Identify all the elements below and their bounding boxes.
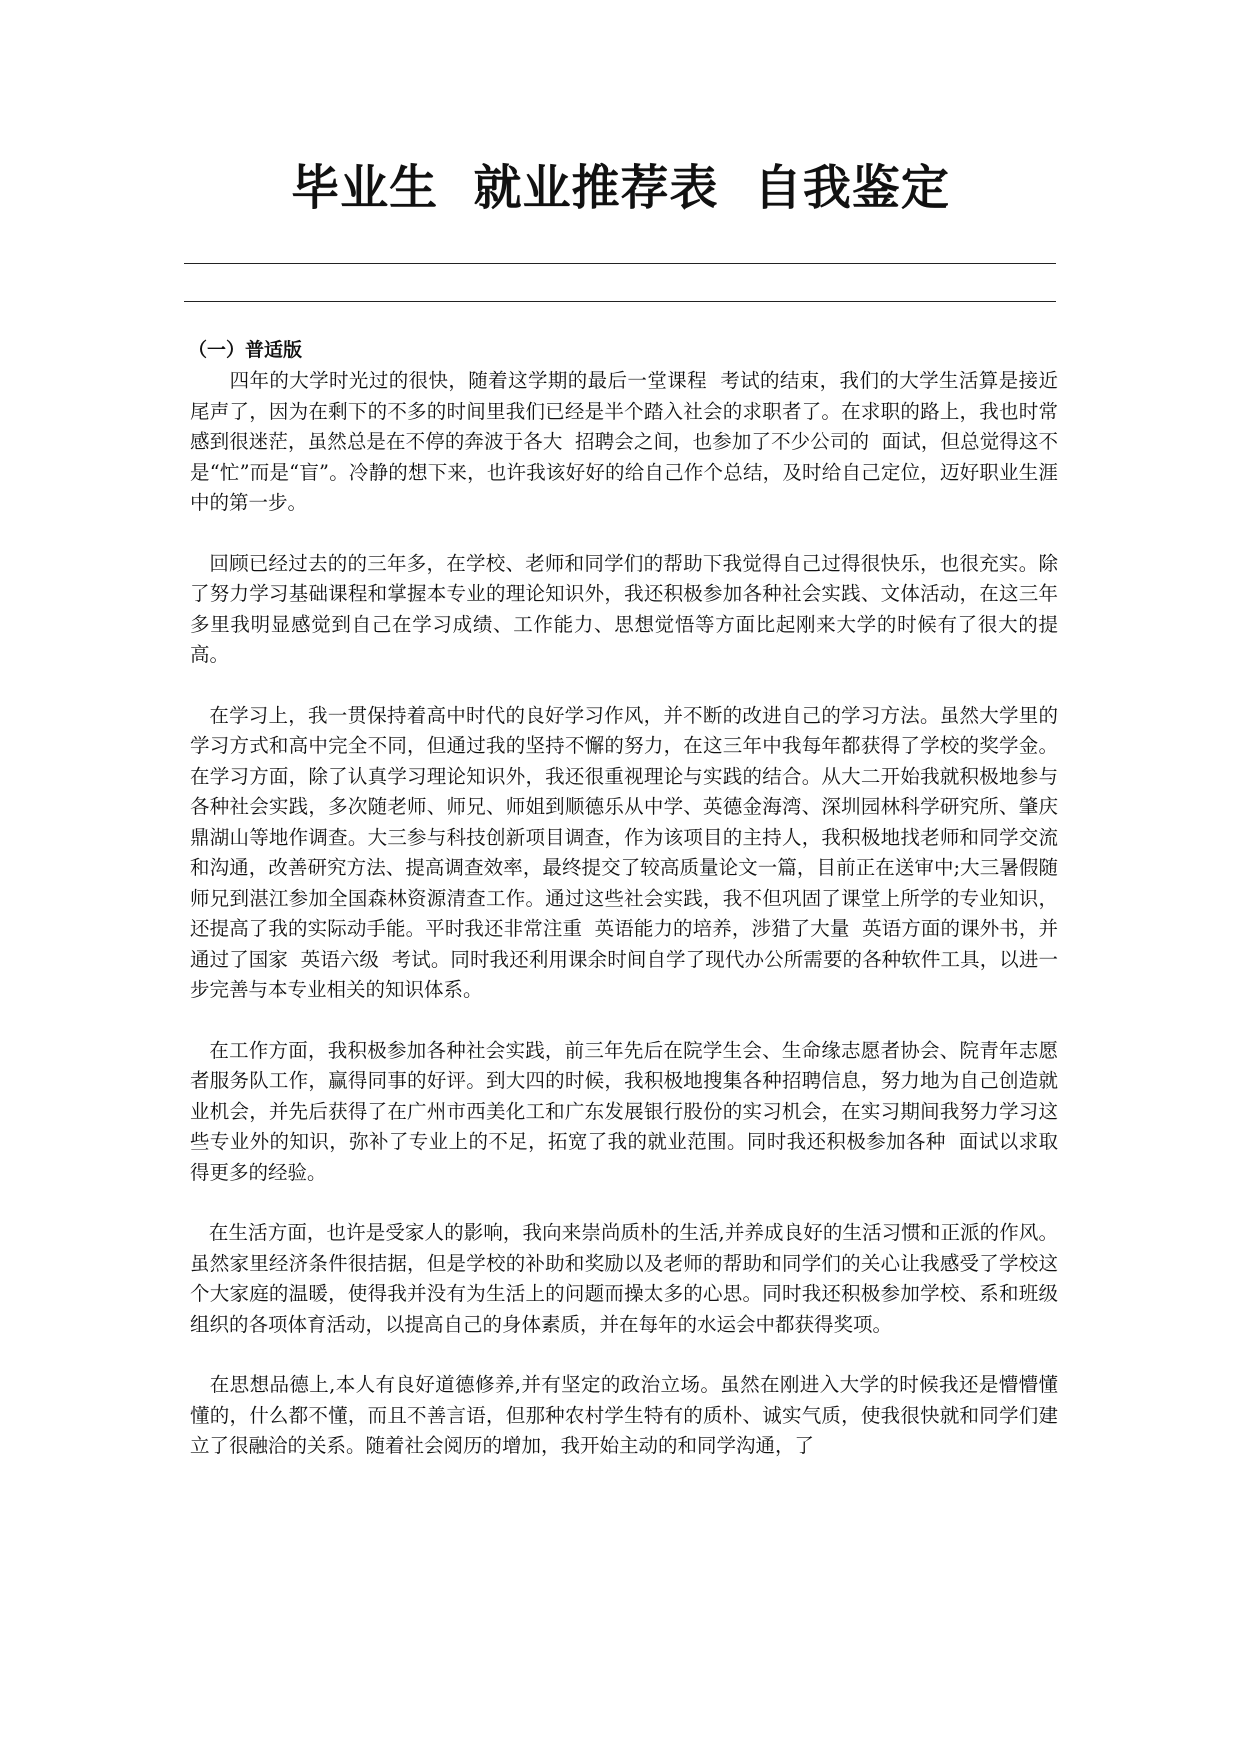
document-title: 毕业生 就业推荐表 自我鉴定 bbox=[291, 160, 950, 216]
header-rule-top bbox=[184, 263, 1056, 264]
header-rule-bottom bbox=[184, 301, 1056, 302]
paragraph-intro: 四年的大学时光过的很快，随着这学期的最后一堂课程 考试的结束，我们的大学生活算是接近尾声了，因为在剩下的不多的时间里我们已经是半个踏入社会的求职者了。在求职的路上，我也时常感到很迷茫，虽然总是在不停的奔波于各大 招聘会之间，也参加了不少公司的 面试，但总觉得这不是“忙”而是“盲”。冷静的想下来，也许我该好好的给自己作个总结，及时给自己定位，迈好职业生涯中的第一步。 bbox=[190, 369, 1058, 514]
paragraph-life: 在生活方面，也许是受家人的影响，我向来崇尚质朴的生活,并养成良好的生活习惯和正派的作风。虽然家里经济条件很拮据，但是学校的补助和奖励以及老师的帮助和同学们的关心让我感受了学校这个大家庭的温暖，使得我并没有为生活上的问题而操太多的心思。同时我还积极参加学校、系和班级组织的各项体育活动，以提高自己的身体素质，并在每年的水运会中都获得奖项。 bbox=[190, 1221, 1058, 1336]
paragraph-study: 在学习上，我一贯保持着高中时代的良好学习作风，并不断的改进自己的学习方法。虽然大学里的学习方式和高中完全不同，但通过我的坚持不懈的努力，在这三年中我每年都获得了学校的奖学金。在学习方面，除了认真学习理论知识外，我还很重视理论与实践的结合。从大二开始我就积极地参与各种社会实践，多次随老师、师兄、师姐到顺德乐从中学、英德金海湾、深圳园林科学研究所、肇庆鼎湖山等地作调查。大三参与科技创新项目调查，作为该项目的主持人，我积极地找老师和同学交流和沟通，改善研究方法、提高调查效率，最终提交了较高质量论文一篇，目前正在送审中;大三暑假随师兄到湛江参加全国森林资源清查工作。通过这些社会实践，我不但巩固了课堂上所学的专业知识，还提高了我的实际动手能。平时我还非常注重 英语能力的培养，涉猎了大量 英语方面的课外书，并通过了国家 英语六级 考试。同时我还利用课余时间自学了现代办公所需要的各种软件工具，以进一步完善与本专业相关的知识体系。 bbox=[190, 703, 1058, 1001]
paragraph-work: 在工作方面，我积极参加各种社会实践，前三年先后在院学生会、生命缘志愿者协会、院青年志愿者服务队工作，赢得同事的好评。到大四的时候，我积极地搜集各种招聘信息，努力地为自己创造就业机会，并先后获得了在广州市西美化工和广东发展银行股份的实习机会，在实习期间我努力学习这些专业外的知识，弥补了专业上的不足，拓宽了我的就业范围。同时我还积极参加各种 面试以求取得更多的经验。 bbox=[190, 1038, 1058, 1184]
document-body bbox=[190, 336, 1058, 1492]
paragraph-morality: 在思想品德上,本人有良好道德修养,并有坚定的政治立场。虽然在刚进入大学的时候我还是懵懵懂懂的，什么都不懂，而且不善言语，但那种农村学生特有的质朴、诚实气质，使我很快就和同学们建立了很融洽的关系。随着社会阅历的增加，我开始主动的和同学沟通，了 bbox=[190, 1373, 1058, 1457]
section-heading: （一）普适版 bbox=[188, 339, 303, 361]
paragraph-review: 回顾已经过去的的三年多，在学校、老师和同学们的帮助下我觉得自己过得很快乐，也很充实。除了努力学习基础课程和掌握本专业的理论知识外，我还积极参加各种社会实践、文体活动，在这三年多里我明显感觉到自己在学习成绩、工作能力、思想觉悟等方面比起刚来大学的时候有了很大的提高。 bbox=[190, 551, 1058, 666]
